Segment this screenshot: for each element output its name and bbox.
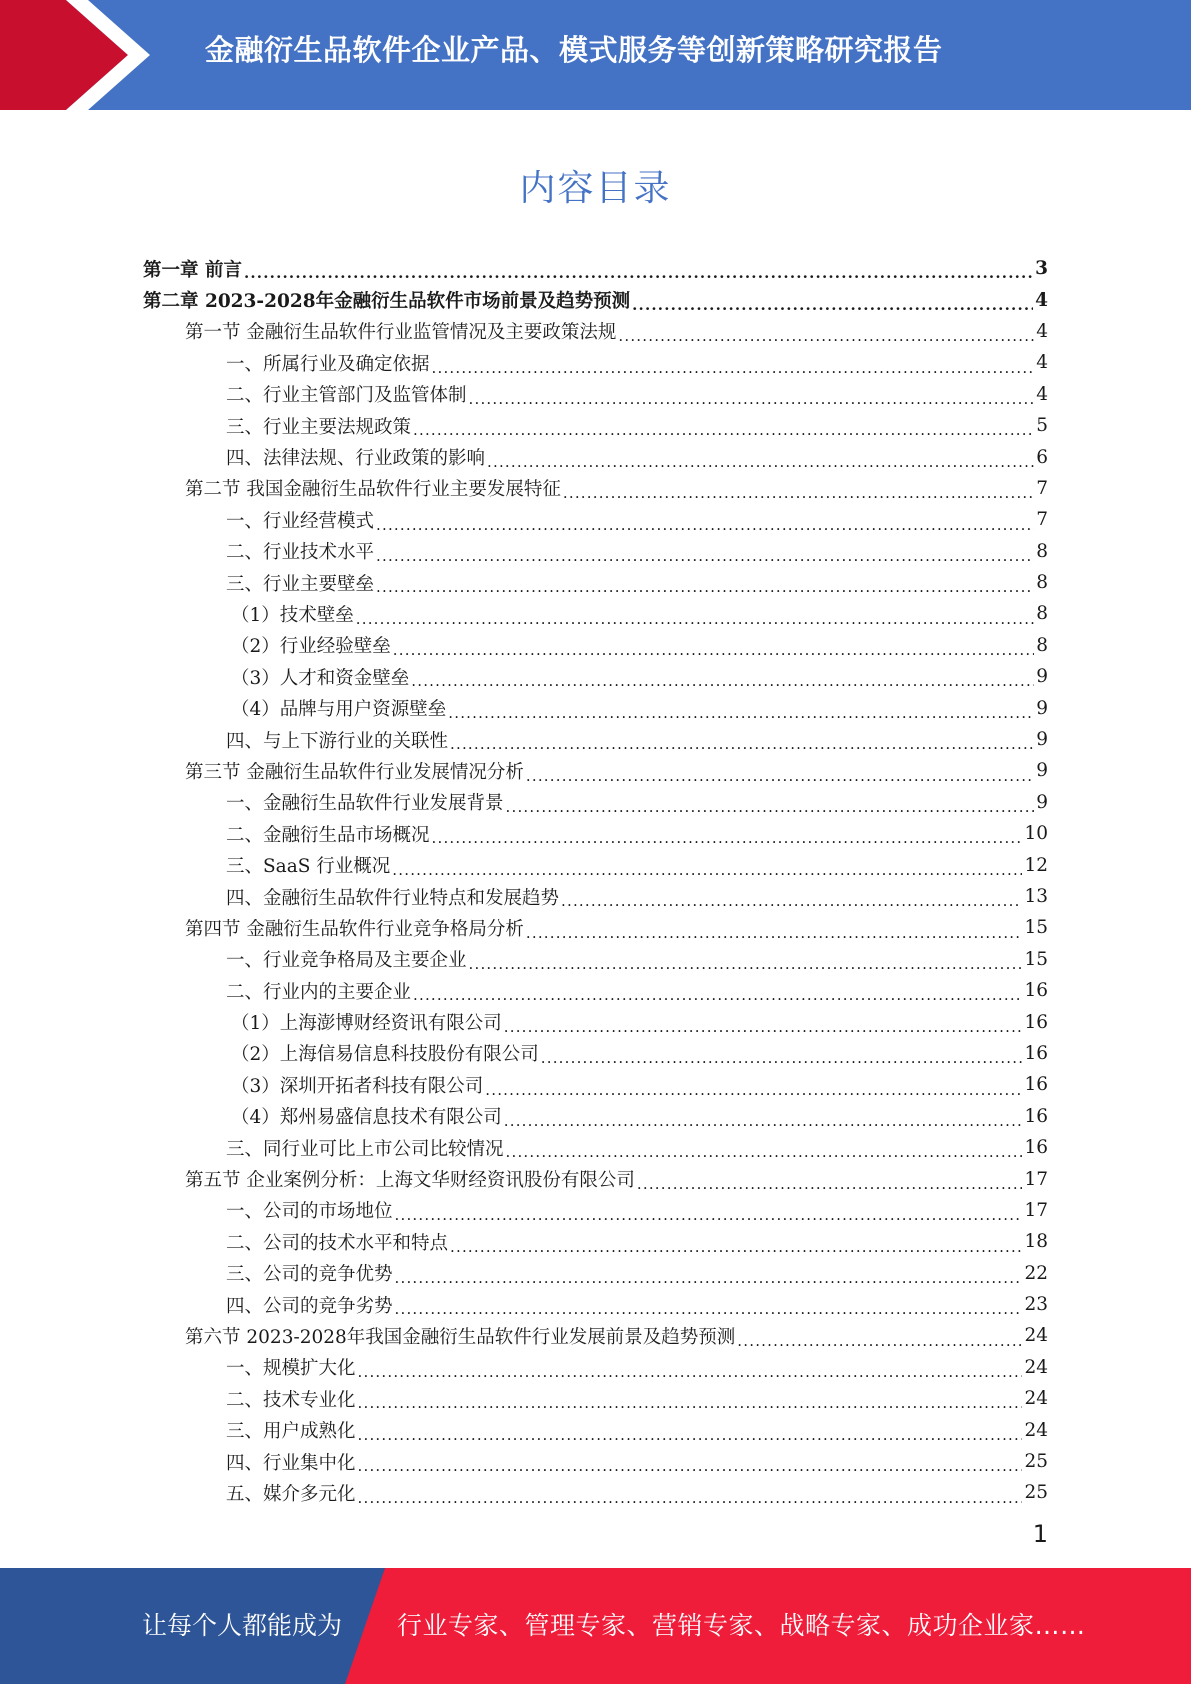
toc-dot-leader [448,702,1034,724]
toc-entry-title: 第五节 企业案例分析：上海文华财经资讯股份有限公司 [185,1170,635,1192]
toc-entry[interactable] [143,1414,1048,1445]
toc-entry-title: 二、行业主管部门及监管体制 [226,385,467,407]
toc-entry[interactable] [143,818,1048,849]
toc-entry[interactable] [143,1101,1048,1132]
toc-entry-page: 12 [1024,854,1048,876]
toc-entry-page: 16 [1024,1074,1048,1096]
toc-entry[interactable] [143,912,1048,943]
toc-entry[interactable] [143,567,1048,598]
toc-dot-leader [376,514,1034,536]
toc-dot-leader [450,733,1034,755]
toc-dot-leader [376,576,1034,598]
toc-entry-title: 一、行业经营模式 [226,510,375,532]
toc-entry-title: 一、行业竞争格局及主要企业 [226,950,467,972]
toc-entry-title: 第六节 2023-2028年我国金融衍生品软件行业发展前景及趋势预测 [185,1326,736,1348]
toc-dot-leader [561,890,1022,912]
toc-entry[interactable] [143,881,1048,912]
toc-entry-page: 16 [1024,1105,1048,1127]
toc-entry-page: 9 [1036,791,1048,813]
toc-entry-page: 16 [1024,1137,1048,1159]
toc-heading: 内容目录 [519,168,672,209]
toc-entry-title: 第一章 前言 [143,259,242,281]
toc-entry[interactable] [143,1446,1048,1477]
toc-dot-leader [395,1298,1023,1320]
toc-entry-page: 4 [1035,289,1048,311]
toc-entry-page: 24 [1024,1419,1048,1441]
toc-dot-leader [632,294,1033,316]
toc-dot-leader [358,1424,1023,1446]
toc-entry[interactable] [143,284,1048,315]
toc-entry-title: 四、公司的竞争劣势 [226,1295,393,1317]
toc-dot-leader [413,419,1034,441]
toc-dot-leader [450,1236,1022,1258]
toc-entry-page: 16 [1024,1042,1048,1064]
toc-entry-page: 9 [1036,697,1048,719]
toc-entry[interactable] [143,1226,1048,1257]
toc-entry[interactable] [143,441,1048,472]
footer-band [0,1568,1191,1684]
header-arrow-decoration [0,0,150,110]
toc-entry-title: 四、法律法规、行业政策的影响 [226,448,486,470]
toc-dot-leader [541,1047,1023,1069]
toc-entry-page: 17 [1024,1199,1048,1221]
toc-dot-leader [504,1110,1023,1132]
toc-entry-page: 25 [1024,1451,1048,1473]
toc-entry-title: 三、行业主要法规政策 [226,416,412,438]
toc-entry-title: 三、同行业可比上市公司比较情况 [226,1138,504,1160]
toc-entry-page: 8 [1036,572,1048,594]
toc-entry-title: 第一节 金融衍生品软件行业监管情况及主要政策法规 [185,322,617,344]
toc-entry-title: 五、媒介多元化 [226,1483,356,1505]
toc-dot-leader [506,1141,1023,1163]
toc-entry-page: 3 [1035,258,1048,280]
toc-entry[interactable] [143,975,1048,1006]
toc-entry-page: 10 [1024,823,1048,845]
toc-dot-leader [358,1392,1023,1414]
toc-dot-leader [395,1267,1023,1289]
toc-dot-leader [469,953,1023,975]
toc-dot-leader [411,670,1034,692]
toc-dot-leader [244,262,1033,284]
toc-entry[interactable] [143,1132,1048,1163]
toc-entry-page: 7 [1036,477,1048,499]
toc-entry-title: 二、金融衍生品市场概况 [226,824,430,846]
toc-dot-leader [358,1487,1023,1509]
report-title: 金融衍生品软件企业产品、模式服务等创新策略研究报告 [205,33,943,67]
toc-entry-page: 8 [1036,603,1048,625]
toc-entry-title: 第二节 我国金融衍生品软件行业主要发展特征 [185,479,561,501]
toc-entry[interactable] [143,1289,1048,1320]
toc-entry-page: 8 [1036,634,1048,656]
toc-entry-title: 第二章 2023-2028年金融衍生品软件市场前景及趋势预测 [143,291,631,313]
toc-entry-page: 9 [1036,760,1048,782]
toc-entry[interactable] [143,1069,1048,1100]
toc-entry-page: 5 [1036,415,1048,437]
toc-dot-leader [506,796,1035,818]
toc-entry-title: （1）上海澎博财经资讯有限公司 [231,1013,502,1035]
toc-entry-title: （2）上海信易信息科技股份有限公司 [231,1044,539,1066]
toc-entry-title: （3）人才和资金壁垒 [231,667,410,689]
toc-dot-leader [504,1016,1023,1038]
toc-entry[interactable] [143,536,1048,567]
toc-entry[interactable] [143,1195,1048,1226]
toc-dot-leader [485,1079,1022,1101]
toc-dot-leader [469,388,1035,410]
toc-entry-title: 一、规模扩大化 [226,1358,356,1380]
toc-entry-page: 9 [1036,729,1048,751]
toc-entry[interactable] [143,410,1048,441]
toc-entry-title: 第四节 金融衍生品软件行业竞争格局分析 [185,918,524,940]
toc-entry[interactable] [143,379,1048,410]
toc-entry[interactable] [143,253,1048,284]
toc-dot-leader [376,545,1034,567]
toc-entry-title: 一、所属行业及确定依据 [226,353,430,375]
toc-entry-page: 22 [1024,1262,1048,1284]
toc-entry-page: 18 [1024,1231,1048,1253]
toc-entry[interactable] [143,1258,1048,1289]
toc-entry-page: 23 [1024,1294,1048,1316]
toc-entry-title: 三、SaaS 行业概况 [226,856,391,878]
toc-entry-page: 4 [1036,352,1048,374]
toc-entry[interactable] [143,1038,1048,1069]
toc-entry-page: 7 [1036,509,1048,531]
toc-entry[interactable] [143,787,1048,818]
toc-entry[interactable] [143,724,1048,755]
toc-entry[interactable] [143,1163,1048,1194]
toc-dot-leader [563,482,1034,504]
toc-entry-title: （1）技术壁垒 [231,604,354,626]
toc-dot-leader [413,984,1022,1006]
toc-entry-page: 4 [1036,320,1048,342]
toc-entry-title: 四、金融衍生品软件行业特点和发展趋势 [226,887,560,909]
toc-entry-title: （4）品牌与用户资源壁垒 [231,699,447,721]
toc-dot-leader [392,859,1022,881]
report-header-band [0,0,1191,110]
toc-dot-leader [526,765,1034,787]
toc-entry-title: 四、行业集中化 [226,1452,356,1474]
toc-entry-title: 三、公司的竞争优势 [226,1264,393,1286]
toc-dot-leader [618,325,1034,347]
toc-entry-page: 25 [1024,1482,1048,1504]
toc-entry-title: 一、金融衍生品软件行业发展背景 [226,793,504,815]
toc-entry[interactable] [143,661,1048,692]
toc-entry-title: 三、用户成熟化 [226,1421,356,1443]
toc-entry-page: 17 [1024,1168,1048,1190]
toc-dot-leader [358,1361,1023,1383]
footer-slogan-right: 行业专家、管理专家、营销专家、战略专家、成功企业家…… [397,1611,1086,1640]
toc-entry[interactable] [143,1477,1048,1508]
toc-entry[interactable] [143,630,1048,661]
toc-entry-title: 二、公司的技术水平和特点 [226,1232,449,1254]
toc-entry-title: 四、与上下游行业的关联性 [226,730,449,752]
toc-entry[interactable] [143,849,1048,880]
toc-entry[interactable] [143,347,1048,378]
toc-entry-page: 15 [1024,917,1048,939]
toc-entry-title: 三、行业主要壁垒 [226,573,375,595]
toc-entry-page: 9 [1036,666,1048,688]
toc-dot-leader [526,922,1023,944]
toc-dot-leader [395,1204,1023,1226]
toc-entry-page: 24 [1024,1388,1048,1410]
toc-entry-title: （2）行业经验壁垒 [231,636,391,658]
toc-entry-title: （3）深圳开拓者科技有限公司 [231,1075,484,1097]
toc-entry[interactable] [143,755,1048,786]
toc-dot-leader [487,451,1034,473]
toc-entry[interactable] [143,504,1048,535]
toc-dot-leader [432,827,1023,849]
toc-entry-page: 15 [1024,948,1048,970]
toc-entry[interactable] [143,316,1048,347]
toc-entry-title: 二、行业内的主要企业 [226,981,412,1003]
toc-entry-page: 24 [1024,1325,1048,1347]
toc-entry-title: 一、公司的市场地位 [226,1201,393,1223]
toc-dot-leader [432,357,1035,379]
page-number: 1 [1032,1520,1048,1548]
toc-entry[interactable] [143,1006,1048,1037]
toc-entry[interactable] [143,1320,1048,1351]
toc-entry[interactable] [143,944,1048,975]
toc-dot-leader [358,1455,1023,1477]
toc-entry[interactable] [143,473,1048,504]
toc-entry-title: 第三节 金融衍生品软件行业发展情况分析 [185,761,524,783]
toc-entry-page: 16 [1024,980,1048,1002]
toc-entry-page: 13 [1024,886,1048,907]
footer-slogan-left: 让每个人都能成为 [142,1611,343,1640]
toc-dot-leader [637,1173,1023,1195]
toc-entry-page: 8 [1036,540,1048,562]
toc-entry[interactable] [143,692,1048,723]
toc-entry-title: 二、技术专业化 [226,1389,356,1411]
toc-dot-leader [356,608,1034,630]
toc-dot-leader [393,639,1034,661]
toc-entry-page: 6 [1036,446,1048,468]
toc-entry-page: 16 [1024,1011,1048,1033]
toc-entry[interactable] [143,598,1048,629]
toc-entry[interactable] [143,1383,1048,1414]
toc-dot-leader [737,1330,1022,1352]
toc-entry-title: 二、行业技术水平 [226,542,375,564]
table-of-contents [143,253,1048,1509]
toc-entry-title: （4）郑州易盛信息技术有限公司 [231,1107,502,1129]
toc-entry[interactable] [143,1352,1048,1383]
toc-entry-page: 24 [1024,1356,1048,1378]
toc-entry-page: 4 [1036,383,1048,405]
